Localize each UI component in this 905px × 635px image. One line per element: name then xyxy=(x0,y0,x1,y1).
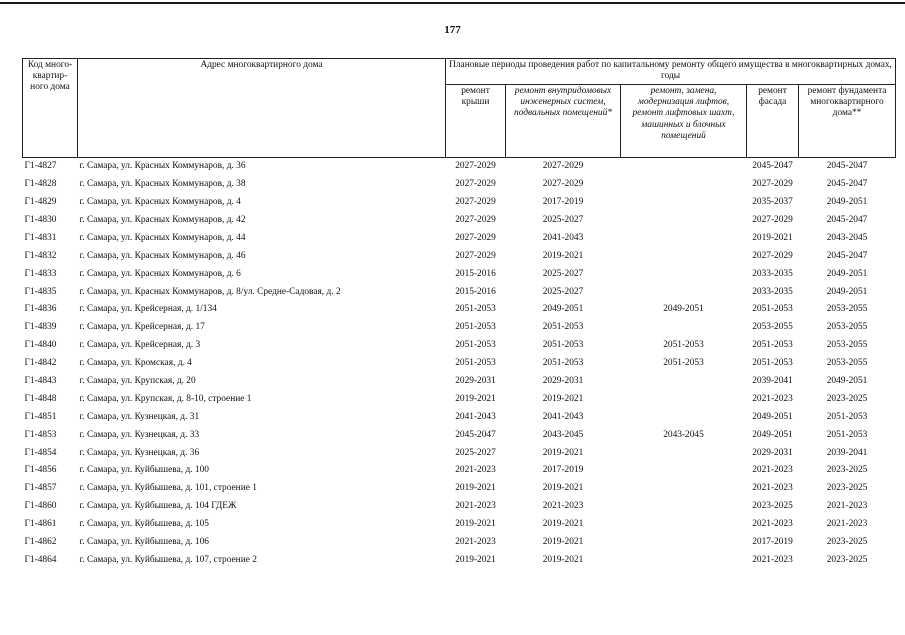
cell-foundation: 2023-2025 xyxy=(826,483,868,494)
cell-address: г. Самара, ул. Кузнецкая, д. 36 xyxy=(79,447,200,458)
cell-foundation: 2049-2051 xyxy=(826,197,868,208)
cell-roof: 2015-2016 xyxy=(455,286,496,297)
header-periods: Плановые периоды проведения работ по капитальному ремонту общего имущества в многоквартирных домах, годы xyxy=(446,59,896,85)
cell-address: г. Самара, ул. Куйбышева, д. 105 xyxy=(79,519,209,530)
cell-code: Г1-4832 xyxy=(24,250,57,261)
cell-foundation: 2045-2047 xyxy=(826,215,868,226)
cell-roof: 2021-2023 xyxy=(455,501,496,512)
cell-foundation: 2053-2055 xyxy=(826,304,868,315)
table-row xyxy=(23,498,896,516)
header-foundation: ремонт фундамента многоквартирного дома** xyxy=(799,85,896,158)
cell-code: Г1-4839 xyxy=(24,322,57,333)
cell-elevators xyxy=(621,552,747,570)
cell-facade: 2021-2023 xyxy=(752,483,793,494)
cell-facade: 2027-2029 xyxy=(752,179,793,190)
cell-code: Г1-4833 xyxy=(24,268,57,279)
cell-address: г. Самара, ул. Куйбышева, д. 100 xyxy=(79,465,209,476)
table-row xyxy=(23,462,896,480)
cell-facade: 2027-2029 xyxy=(752,250,793,261)
cell-facade: 2039-2041 xyxy=(752,376,793,387)
table-row xyxy=(23,319,896,337)
cell-facade: 2019-2021 xyxy=(752,232,793,243)
cell-foundation: 2023-2025 xyxy=(826,465,868,476)
cell-foundation: 2021-2023 xyxy=(826,501,868,512)
cell-foundation: 2053-2055 xyxy=(826,322,868,333)
cell-code: Г1-4827 xyxy=(24,161,57,172)
table-row xyxy=(23,230,896,248)
cell-foundation: 2043-2045 xyxy=(826,232,868,243)
cell-elevators: 2051-2053 xyxy=(663,358,704,369)
cell-facade: 2033-2035 xyxy=(752,286,793,297)
cell-foundation: 2045-2047 xyxy=(826,179,868,190)
cell-facade: 2021-2023 xyxy=(752,519,793,530)
cell-facade: 2017-2019 xyxy=(752,537,793,548)
cell-systems: 2019-2021 xyxy=(542,250,584,261)
cell-facade: 2051-2053 xyxy=(752,304,793,315)
cell-facade: 2049-2051 xyxy=(752,429,793,440)
cell-roof: 2027-2029 xyxy=(455,197,496,208)
cell-elevators xyxy=(621,212,747,230)
cell-roof: 2051-2053 xyxy=(455,358,496,369)
cell-code: Г1-4860 xyxy=(24,501,57,512)
cell-systems: 2027-2029 xyxy=(542,161,584,172)
cell-systems: 2019-2021 xyxy=(542,393,584,404)
cell-address: г. Самара, ул. Кузнецкая, д. 31 xyxy=(79,411,200,422)
cell-foundation: 2023-2025 xyxy=(826,537,868,548)
cell-facade: 2023-2025 xyxy=(752,501,793,512)
cell-foundation: 2049-2051 xyxy=(826,268,868,279)
cell-elevators xyxy=(621,230,747,248)
cell-elevators xyxy=(621,444,747,462)
table-row xyxy=(23,337,896,355)
cell-elevators: 2043-2045 xyxy=(663,429,704,440)
cell-systems: 2025-2027 xyxy=(542,286,584,297)
cell-elevators xyxy=(621,194,747,212)
cell-systems: 2027-2029 xyxy=(542,179,584,190)
cell-facade: 2021-2023 xyxy=(752,393,793,404)
cell-address: г. Самара, ул. Красных Коммунаров, д. 44 xyxy=(79,232,246,243)
cell-roof: 2021-2023 xyxy=(455,537,496,548)
cell-code: Г1-4830 xyxy=(24,215,57,226)
table-row xyxy=(23,516,896,534)
cell-foundation: 2021-2023 xyxy=(826,519,868,530)
cell-roof: 2025-2027 xyxy=(455,447,496,458)
table-row xyxy=(23,480,896,498)
cell-code: Г1-4864 xyxy=(24,554,57,565)
cell-code: Г1-4848 xyxy=(24,393,57,404)
cell-address: г. Самара, ул. Крупская, д. 8-10, строение 1 xyxy=(79,393,252,404)
cell-elevators xyxy=(621,265,747,283)
cell-elevators xyxy=(621,158,747,176)
cell-facade: 2053-2055 xyxy=(752,322,793,333)
cell-code: Г1-4831 xyxy=(24,232,57,243)
table-row xyxy=(23,212,896,230)
cell-facade: 2051-2053 xyxy=(752,340,793,351)
cell-elevators xyxy=(621,247,747,265)
cell-code: Г1-4828 xyxy=(24,179,57,190)
cell-systems: 2051-2053 xyxy=(542,322,584,333)
cell-roof: 2027-2029 xyxy=(455,232,496,243)
cell-foundation: 2023-2025 xyxy=(826,393,868,404)
cell-elevators xyxy=(621,534,747,552)
cell-roof: 2027-2029 xyxy=(455,161,496,172)
top-border-rule xyxy=(0,2,905,4)
table-row xyxy=(23,283,896,301)
cell-systems: 2019-2021 xyxy=(542,483,584,494)
cell-address: г. Самара, ул. Куйбышева, д. 101, строение 1 xyxy=(79,483,257,494)
cell-elevators xyxy=(621,319,747,337)
cell-foundation: 2049-2051 xyxy=(826,286,868,297)
cell-address: г. Самара, ул. Крупская, д. 20 xyxy=(79,376,196,387)
table-row xyxy=(23,301,896,319)
table-row xyxy=(23,552,896,570)
cell-systems: 2021-2023 xyxy=(542,501,584,512)
cell-systems: 2019-2021 xyxy=(542,519,584,530)
table-row xyxy=(23,176,896,194)
header-roof: ремонт крыши xyxy=(446,85,506,158)
cell-roof: 2019-2021 xyxy=(455,554,496,565)
cell-foundation: 2023-2025 xyxy=(826,554,868,565)
cell-address: г. Самара, ул. Куйбышева, д. 104 ГДЕЖ xyxy=(79,501,237,512)
cell-systems: 2029-2031 xyxy=(542,376,584,387)
cell-code: Г1-4861 xyxy=(24,519,57,530)
cell-address: г. Самара, ул. Красных Коммунаров, д. 36 xyxy=(79,161,246,172)
header-systems: ремонт внутридомовых инженерных систем, подвальных помещений* xyxy=(506,85,621,158)
cell-systems: 2019-2021 xyxy=(542,554,584,565)
table-row xyxy=(23,265,896,283)
cell-address: г. Самара, ул. Крейсерная, д. 1/134 xyxy=(79,304,217,315)
header-code: Код много-квартир-ного дома xyxy=(23,59,78,158)
repair-schedule-table xyxy=(22,58,896,569)
cell-systems: 2051-2053 xyxy=(542,340,584,351)
cell-elevators xyxy=(621,516,747,534)
cell-facade: 2051-2053 xyxy=(752,358,793,369)
cell-code: Г1-4836 xyxy=(24,304,57,315)
cell-address: г. Самара, ул. Куйбышева, д. 106 xyxy=(79,537,209,548)
cell-address: г. Самара, ул. Красных Коммунаров, д. 4 xyxy=(79,197,241,208)
cell-elevators xyxy=(621,408,747,426)
cell-elevators xyxy=(621,462,747,480)
cell-roof: 2051-2053 xyxy=(455,322,496,333)
cell-elevators xyxy=(621,283,747,301)
cell-facade: 2021-2023 xyxy=(752,554,793,565)
table-body xyxy=(23,158,896,570)
cell-elevators xyxy=(621,498,747,516)
page-number: 177 xyxy=(444,24,461,36)
header-row-1 xyxy=(23,59,896,85)
cell-code: Г1-4851 xyxy=(24,411,57,422)
table-row xyxy=(23,426,896,444)
cell-address: г. Самара, ул. Кузнецкая, д. 33 xyxy=(79,429,200,440)
cell-code: Г1-4829 xyxy=(24,197,57,208)
cell-address: г. Самара, ул. Красных Коммунаров, д. 38 xyxy=(79,179,246,190)
cell-code: Г1-4842 xyxy=(24,358,57,369)
cell-code: Г1-4835 xyxy=(24,286,57,297)
header-facade: ремонт фасада xyxy=(747,85,799,158)
cell-foundation: 2045-2047 xyxy=(826,161,868,172)
table-row xyxy=(23,534,896,552)
cell-foundation: 2053-2055 xyxy=(826,358,868,369)
cell-code: Г1-4854 xyxy=(24,447,57,458)
cell-facade: 2033-2035 xyxy=(752,268,793,279)
cell-roof: 2027-2029 xyxy=(455,179,496,190)
table-row xyxy=(23,194,896,212)
cell-systems: 2049-2051 xyxy=(542,304,584,315)
cell-systems: 2025-2027 xyxy=(542,215,584,226)
cell-foundation: 2039-2041 xyxy=(826,447,868,458)
header-address: Адрес многоквартирного дома xyxy=(78,59,446,158)
cell-elevators xyxy=(621,176,747,194)
cell-address: г. Самара, ул. Крейсерная, д. 3 xyxy=(79,340,201,351)
cell-systems: 2025-2027 xyxy=(542,268,584,279)
cell-roof: 2051-2053 xyxy=(455,304,496,315)
cell-facade: 2035-2037 xyxy=(752,197,793,208)
cell-systems: 2019-2021 xyxy=(542,537,584,548)
cell-roof: 2019-2021 xyxy=(455,519,496,530)
cell-code: Г1-4857 xyxy=(24,483,57,494)
cell-roof: 2051-2053 xyxy=(455,340,496,351)
table-row xyxy=(23,391,896,409)
cell-foundation: 2053-2055 xyxy=(826,340,868,351)
cell-systems: 2017-2019 xyxy=(542,197,584,208)
table-row xyxy=(23,247,896,265)
cell-elevators xyxy=(621,391,747,409)
cell-address: г. Самара, ул. Кромская, д. 4 xyxy=(79,358,192,369)
cell-code: Г1-4862 xyxy=(24,537,57,548)
cell-facade: 2029-2031 xyxy=(752,447,793,458)
cell-roof: 2019-2021 xyxy=(455,483,496,494)
cell-systems: 2017-2019 xyxy=(542,465,584,476)
cell-facade: 2045-2047 xyxy=(752,161,793,172)
cell-roof: 2019-2021 xyxy=(455,393,496,404)
table-row xyxy=(23,373,896,391)
cell-elevators: 2051-2053 xyxy=(663,340,704,351)
cell-code: Г1-4840 xyxy=(24,340,57,351)
cell-roof: 2045-2047 xyxy=(455,429,496,440)
cell-elevators xyxy=(621,373,747,391)
table-row xyxy=(23,158,896,176)
table-row xyxy=(23,408,896,426)
cell-roof: 2041-2043 xyxy=(455,411,496,422)
cell-roof: 2027-2029 xyxy=(455,215,496,226)
header-elevators: ремонт, замена, модернизация лифтов, ремонт лифтовых шахт, машинных и блочных помещений xyxy=(621,85,747,158)
cell-address: г. Самара, ул. Красных Коммунаров, д. 42 xyxy=(79,215,246,226)
cell-foundation: 2045-2047 xyxy=(826,250,868,261)
cell-foundation: 2049-2051 xyxy=(826,376,868,387)
cell-code: Г1-4853 xyxy=(24,429,57,440)
cell-address: г. Самара, ул. Красных Коммунаров, д. 6 xyxy=(79,268,241,279)
cell-facade: 2021-2023 xyxy=(752,465,793,476)
cell-systems: 2019-2021 xyxy=(542,447,584,458)
cell-facade: 2027-2029 xyxy=(752,215,793,226)
cell-address: г. Самара, ул. Красных Коммунаров, д. 46 xyxy=(79,250,246,261)
cell-address: г. Самара, ул. Красных Коммунаров, д. 8/ул. Средне-Садовая, д. 2 xyxy=(79,286,341,297)
table-row xyxy=(23,444,896,462)
cell-systems: 2041-2043 xyxy=(542,232,584,243)
cell-roof: 2027-2029 xyxy=(455,250,496,261)
cell-roof: 2021-2023 xyxy=(455,465,496,476)
cell-foundation: 2051-2053 xyxy=(826,411,868,422)
cell-address: г. Самара, ул. Куйбышева, д. 107, строение 2 xyxy=(79,554,257,565)
cell-code: Г1-4856 xyxy=(24,465,57,476)
cell-facade: 2049-2051 xyxy=(752,411,793,422)
cell-systems: 2051-2053 xyxy=(542,358,584,369)
cell-elevators xyxy=(621,480,747,498)
cell-foundation: 2051-2053 xyxy=(826,429,868,440)
cell-address: г. Самара, ул. Крейсерная, д. 17 xyxy=(79,322,205,333)
cell-elevators: 2049-2051 xyxy=(663,304,704,315)
cell-code: Г1-4843 xyxy=(24,376,57,387)
table-row xyxy=(23,355,896,373)
cell-systems: 2041-2043 xyxy=(542,411,584,422)
cell-roof: 2015-2016 xyxy=(455,268,496,279)
cell-systems: 2043-2045 xyxy=(542,429,584,440)
cell-roof: 2029-2031 xyxy=(455,376,496,387)
